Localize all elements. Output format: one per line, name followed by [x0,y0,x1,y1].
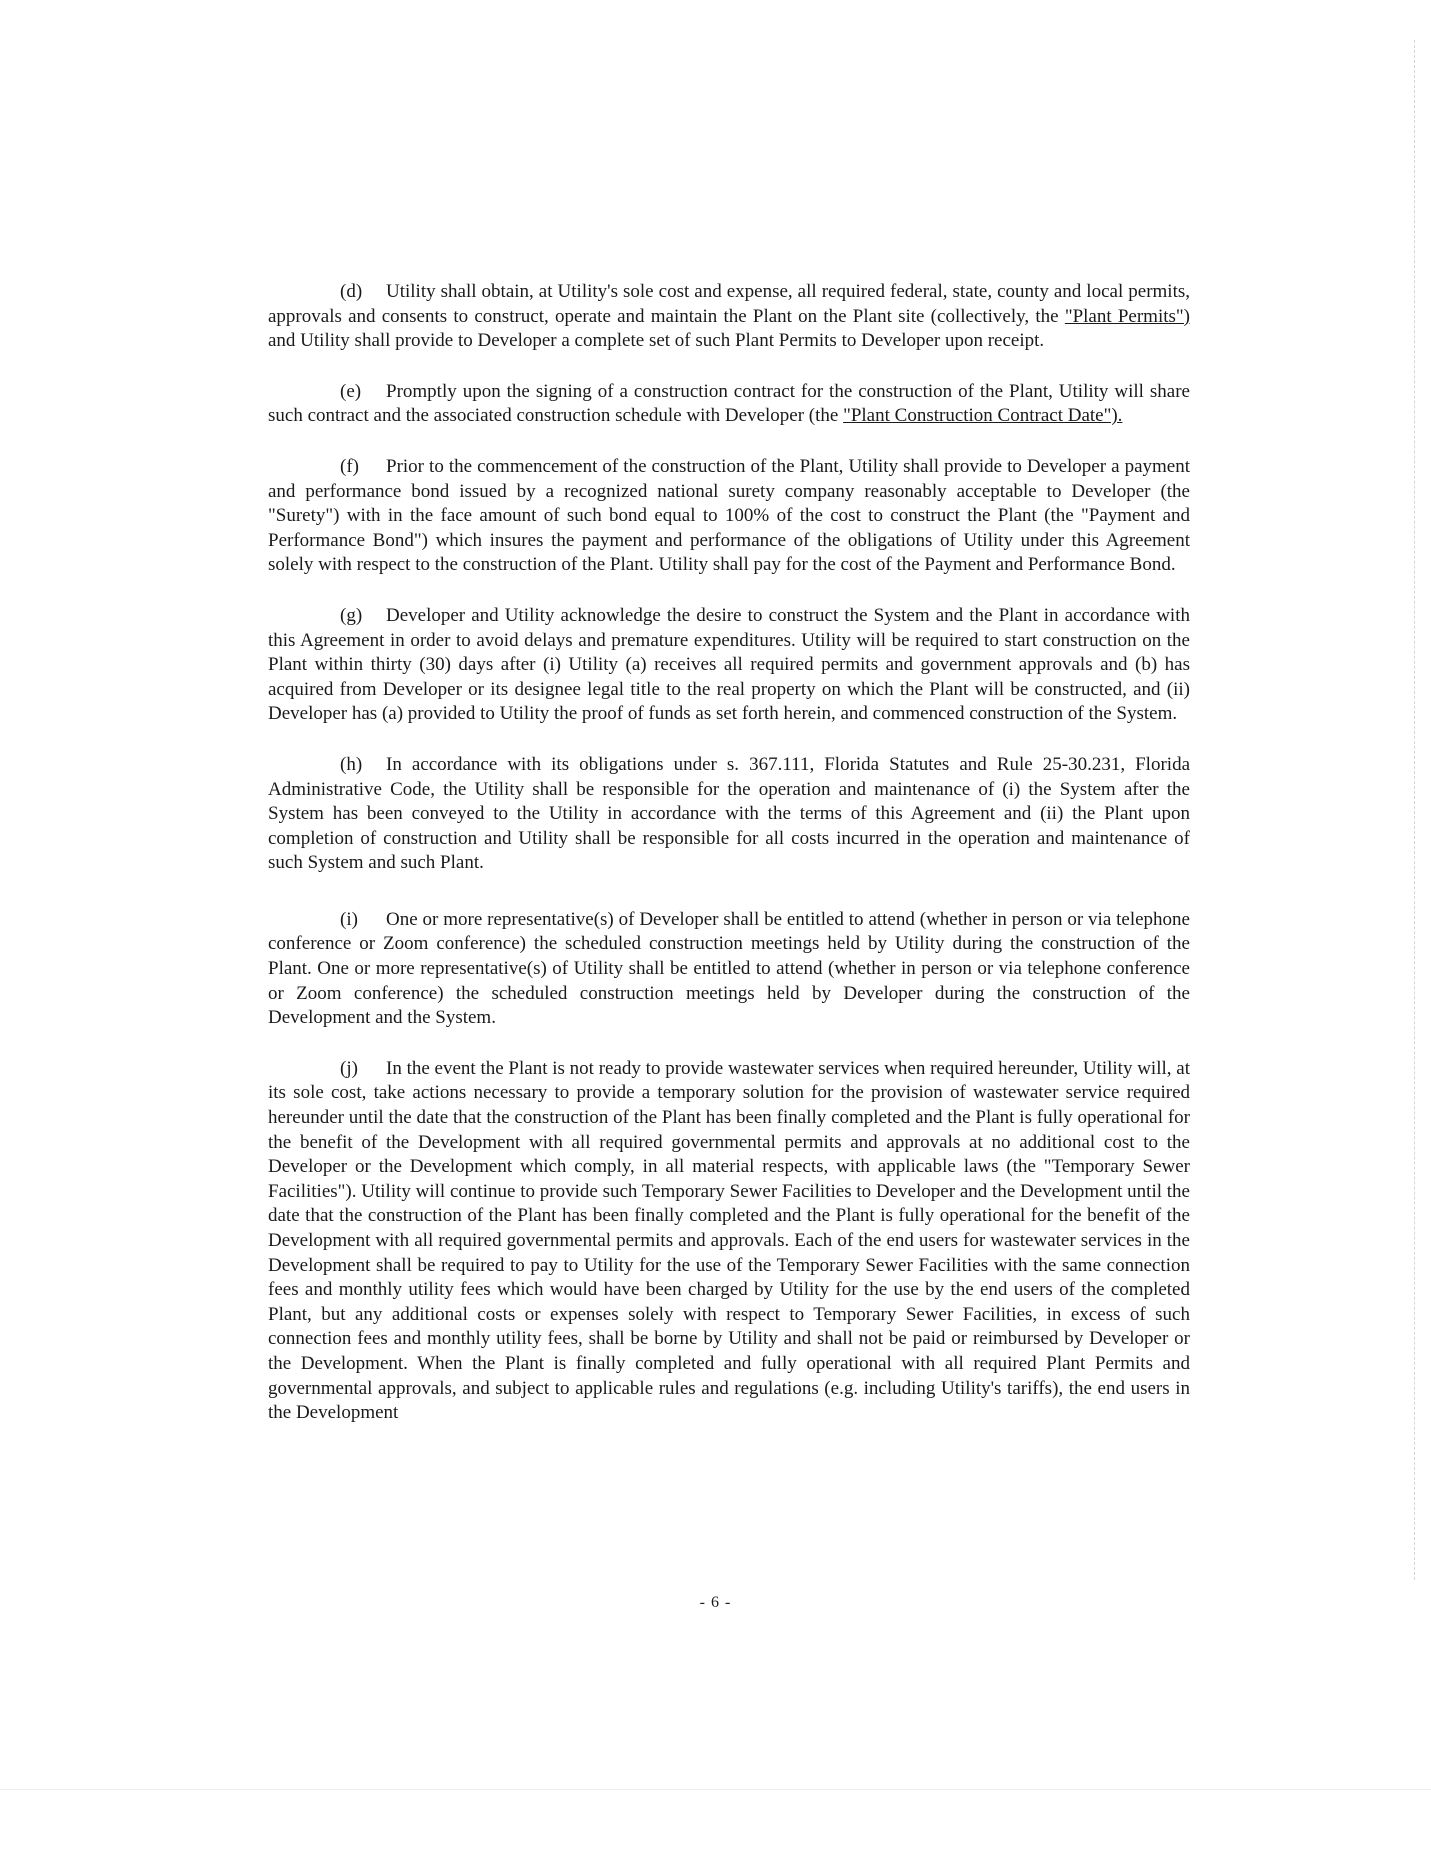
paragraph-marker: (j) [340,1057,358,1079]
paragraph-marker: (d) [340,281,363,302]
paragraph-j [268,1057,1190,1426]
paragraph-marker: (f) [340,455,359,477]
paragraph-text: In the event the Plant is not ready to provide wastewater services when required hereunder, Utility will, at its sole cost, take actions necessary to provide a temporary solution for the provision of wastewater service required hereunder until the date that the construction of the Plant has been finally completed and the Plant is fully operational for the benefit of the Development with all required governmental permits and approvals at no additional cost to the Developer or the Development which comply, in all material respects, with applicable laws (the "Temporary Sewer Facilities"). Utility will continue to provide such Temporary Sewer Facilities to Developer and the Development until the date that the construction of the Plant has been finally completed and the Plant is fully operational for the benefit of the Development with all required governmental permits and approvals. Each of the end users for wastewater services in the Development shall be required to pay to Utility for the use of the Temporary Sewer Facilities with the same connection fees and monthly utility fees which would have been charged by Utility for the use by the end users of the completed Plant, but any additional costs or expenses solely with respect to Temporary Sewer Facilities, in excess of such connection fees and monthly utility fees, shall be borne by Utility and shall not be paid or reimbursed by Developer or the Development. When the Plant is finally completed and fully operational with all required Plant Permits and governmental approvals, and subject to applicable rules and regulations (e.g. including Utility's tariffs), the end users in the Development [268,1057,1190,1424]
paragraph-marker: (e) [340,380,362,402]
paragraph-g [268,604,1190,727]
paragraph-marker: (i) [340,908,358,930]
paragraph-marker: (h) [340,753,363,775]
paragraph-d [268,280,1190,354]
paragraph-text: Developer and Utility acknowledge the desire to construct the System and the Plant in accordance with this Agreement in order to avoid delays and premature expenditures. Utility will be required to start construction on the Plant within thirty (30) days after (i) Utility (a) receives all required permits and government approvals and (b) has acquired from Developer or its designee legal title to the real property on which the Plant will be constructed, and (ii) Developer has (a) provided to Utility the proof of funds as set forth herein, and commenced construction of the System. [268,604,1190,725]
scan-bottom-artifact [0,1789,1431,1790]
paragraph-i [268,908,1190,1031]
paragraph-text: Prior to the commencement of the construction of the Plant, Utility shall provide to Developer a payment and performance bond issued by a recognized national surety company reasonably acceptable to Developer (the "Surety") with in the face amount of such bond equal to 100% of the cost to construct the Plant (the "Payment and Performance Bond") which insures the payment and performance of the obligations of Utility under this Agreement solely with respect to the construction of the Plant. Utility shall pay for the cost of the Payment and Performance Bond. [268,455,1190,576]
paragraph-f [268,455,1190,578]
paragraph-text: Utility shall obtain, at Utility's sole cost and expense, all required federal, state, county and local permits, approvals and consents to construct, operate and maintain the Plant on the Plant site (collectively, the [268,281,1190,327]
paragraph-text: One or more representative(s) of Developer shall be entitled to attend (whether in person or via telephone conference or Zoom conference) the scheduled construction meetings held by Utility during the construction of the Plant. One or more representative(s) of Utility shall be entitled to attend (whether in person or via telephone conference or Zoom conference) the scheduled construction meetings held by Developer during the construction of the Development and the System. [268,908,1190,1029]
document-body [268,280,1190,1452]
paragraph-h [268,753,1190,876]
paragraph-text: In accordance with its obligations under s. 367.111, Florida Statutes and Rule 25-30.231, Florida Administrative Code, the Utility shall be responsible for the operation and maintenance of (i) the System after the System has been conveyed to the Utility in accordance with the terms of this Agreement and (ii) the Plant upon completion of construction and Utility shall be responsible for all costs incurred in the operation and maintenance of such System and such Plant. [268,753,1190,874]
paragraph-marker: (g) [340,604,363,626]
paragraph-e [268,380,1190,429]
paragraph-text: and Utility shall provide to Developer a complete set of such Plant Permits to Developer upon receipt. [268,330,1045,352]
scan-edge-artifact [1413,40,1415,1580]
page-number: - 6 - [699,1594,732,1611]
paragraph-text: Promptly upon the signing of a construction contract for the construction of the Plant, Utility will share such contract and the associated construction schedule with Developer (the [268,380,1190,427]
defined-term-plant-permits: "Plant Permits") [1064,305,1190,327]
defined-term-plant-construction-contract-date: "Plant Construction Contract Date"). [843,405,1123,427]
